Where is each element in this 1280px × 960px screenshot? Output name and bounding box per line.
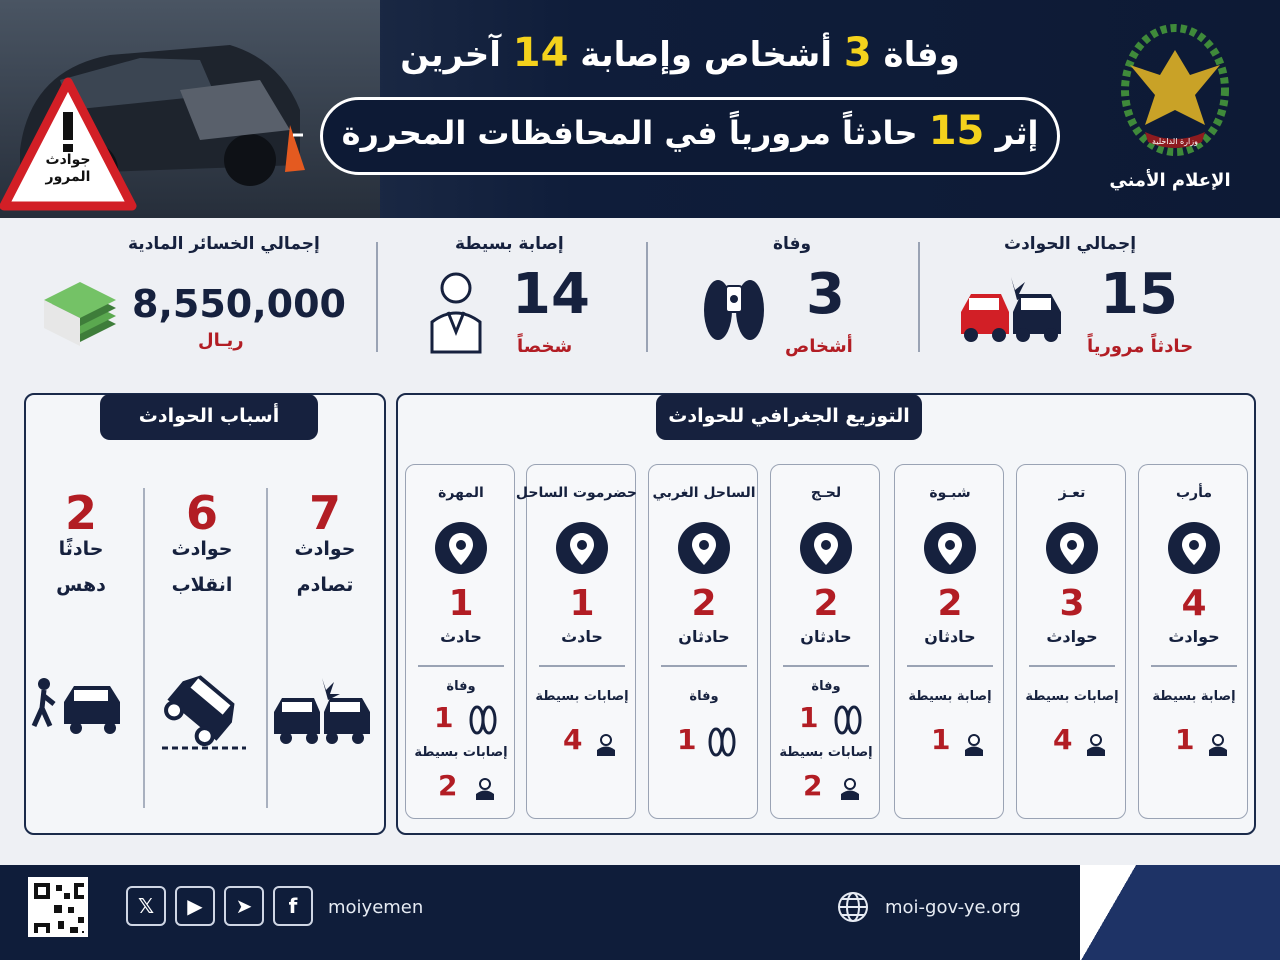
governorate-accident-count: 2	[691, 583, 717, 624]
feet-icon	[468, 705, 498, 739]
headline-secondary	[320, 108, 1060, 154]
governorate-name: لحـج	[810, 485, 842, 501]
location-pin-icon	[1045, 521, 1099, 579]
collision-icon	[272, 676, 372, 744]
location-pin-icon	[555, 521, 609, 579]
card-divider	[1029, 665, 1115, 667]
rollover-icon	[158, 672, 250, 752]
injuries-label: إصابات بسيطة	[414, 745, 508, 760]
stat-total-unit: حادثاً مرورياً	[1087, 336, 1194, 357]
card-divider	[1151, 665, 1237, 667]
headline2-accidents: 15	[928, 108, 985, 154]
cause-line1: حوادث	[294, 538, 356, 560]
warning-sign-text: جوادث المرور	[45, 152, 91, 185]
injuries-count: 4	[563, 723, 583, 756]
governorate-card	[1138, 464, 1248, 819]
stat-losses-value: 8,550,000	[132, 282, 346, 326]
governorate-name: شبـوة	[929, 485, 971, 501]
globe-icon	[836, 890, 870, 924]
headline1-part: وفاة	[871, 35, 960, 75]
feet-tag-icon	[698, 268, 770, 348]
feet-icon	[833, 705, 863, 739]
governorate-accident-unit: حادث	[440, 627, 482, 646]
cause-count: 7	[308, 486, 341, 540]
governorate-accident-count: 4	[1181, 583, 1207, 624]
location-pin-icon	[923, 521, 977, 579]
stat-injuries-value: 14	[512, 262, 590, 327]
injuries-count: 4	[1053, 723, 1073, 756]
governorate-card	[515, 464, 637, 819]
geo-title: التوزيع الجغرافي للحوادث	[656, 394, 922, 440]
deaths-count: 1	[434, 701, 454, 734]
governorate-card	[1016, 464, 1126, 819]
stat-divider	[646, 242, 648, 352]
injured-person-icon	[428, 268, 484, 354]
headline1-injuries: 14	[512, 30, 569, 76]
stat-injuries-unit: شخصاً	[517, 336, 573, 357]
stat-losses-unit: ريـال	[198, 330, 244, 351]
footer-stripe	[1080, 865, 1280, 960]
cause-line2: دهس	[56, 574, 106, 596]
person-icon	[1207, 733, 1229, 761]
deaths-label: وفاة	[811, 679, 841, 694]
stat-deaths-unit: أشخاص	[785, 336, 853, 357]
governorate-card	[770, 464, 880, 819]
headline-primary	[380, 30, 980, 76]
governorate-accident-unit: حادثان	[924, 627, 976, 646]
youtube-icon[interactable]: ▶	[175, 886, 215, 926]
governorate-accident-count: 3	[1059, 583, 1085, 624]
governorate-accident-count: 1	[569, 583, 595, 624]
person-icon	[595, 733, 617, 761]
headline1-deaths: 3	[843, 30, 872, 76]
qr-code-icon[interactable]	[28, 877, 88, 937]
governorate-card	[648, 464, 758, 819]
headline1-part: آخرين	[400, 35, 513, 75]
governorate-accident-count: 2	[937, 583, 963, 624]
ministry-emblem-icon	[1120, 20, 1230, 160]
cause-line1: حادثًا	[58, 538, 104, 560]
governorate-name: الساحل الغربي	[652, 485, 756, 501]
person-icon	[1085, 733, 1107, 761]
card-divider	[418, 665, 504, 667]
stat-divider	[376, 242, 378, 352]
person-icon	[474, 777, 496, 805]
location-pin-icon	[799, 521, 853, 579]
headline2-part: إثر	[984, 114, 1039, 152]
governorate-card	[405, 464, 515, 819]
card-divider	[539, 665, 625, 667]
injuries-label: إصابات بسيطة	[779, 745, 873, 760]
facebook-icon[interactable]: f	[273, 886, 313, 926]
governorate-accident-count: 1	[448, 583, 474, 624]
telegram-icon[interactable]: ➤	[224, 886, 264, 926]
stat-deaths-value: 3	[806, 262, 845, 327]
cause-line2: تصادم	[296, 574, 354, 596]
person-icon	[839, 777, 861, 805]
injuries-count: 1	[931, 723, 951, 756]
card-divider	[783, 665, 869, 667]
injuries-label: إصابة بسيطة	[908, 689, 992, 704]
deaths-label: وفاة	[689, 689, 719, 704]
car-crash-icon	[955, 272, 1067, 346]
stat-divider	[918, 242, 920, 352]
cause-line1: حوادث	[171, 538, 233, 560]
injuries-count: 2	[438, 769, 458, 802]
stat-losses-label: إجمالي الخسائر المادية	[128, 234, 320, 254]
governorate-accident-count: 2	[813, 583, 839, 624]
stat-total-label: إجمالي الحوادث	[1004, 234, 1137, 254]
governorate-card	[894, 464, 1004, 819]
deaths-label: وفاة	[446, 679, 476, 694]
causes-panel	[24, 393, 386, 835]
governorate-name: حضرموت الساحل	[515, 485, 637, 501]
x-icon[interactable]: 𝕏	[126, 886, 166, 926]
injuries-count: 2	[803, 769, 823, 802]
emblem-ribbon-text: وزارة الداخلية	[1152, 137, 1198, 146]
header-banner	[0, 0, 1280, 218]
causes-title: أسباب الحوادث	[100, 394, 318, 440]
stat-deaths-label: وفاة	[773, 234, 812, 254]
governorate-name: المهرة	[438, 485, 484, 501]
governorate-accident-unit: حوادث	[1168, 627, 1220, 646]
governorate-accident-unit: حوادث	[1046, 627, 1098, 646]
governorate-accident-unit: حادثان	[800, 627, 852, 646]
cause-divider	[266, 488, 268, 808]
emblem-label: الإعلام الأمني	[1109, 170, 1231, 191]
feet-icon	[707, 727, 737, 761]
injuries-label: إصابات بسيطة	[535, 689, 629, 704]
governorate-accident-unit: حادثان	[678, 627, 730, 646]
card-divider	[907, 665, 993, 667]
cause-divider	[143, 488, 145, 808]
injuries-count: 1	[1175, 723, 1195, 756]
governorate-name: تعـز	[1058, 485, 1086, 501]
stat-total-value: 15	[1100, 262, 1178, 327]
stat-injuries-label: إصابة بسيطة	[455, 234, 564, 254]
deaths-count: 1	[799, 701, 819, 734]
injuries-label: إصابة بسيطة	[1152, 689, 1236, 704]
injuries-label: إصابات بسيطة	[1025, 689, 1119, 704]
deaths-count: 1	[677, 723, 697, 756]
headline1-part: أشخاص وإصابة	[568, 35, 844, 75]
cause-count: 6	[185, 486, 218, 540]
person-icon	[963, 733, 985, 761]
card-divider	[661, 665, 747, 667]
money-stack-icon	[40, 272, 120, 352]
pedestrian-hit-icon	[30, 676, 126, 736]
location-pin-icon	[677, 521, 731, 579]
cause-line2: انقلاب	[171, 574, 233, 596]
cause-count: 2	[64, 486, 97, 540]
governorate-accident-unit: حادث	[561, 627, 603, 646]
location-pin-icon	[1167, 521, 1221, 579]
governorate-name: مأرب	[1175, 485, 1213, 501]
headline2-part: حادثاً مرورياً في المحافظات المحررة	[341, 114, 929, 152]
website-link[interactable]: moi-gov-ye.org	[885, 897, 1021, 918]
location-pin-icon	[434, 521, 488, 579]
social-handle[interactable]: moiyemen	[328, 897, 424, 918]
